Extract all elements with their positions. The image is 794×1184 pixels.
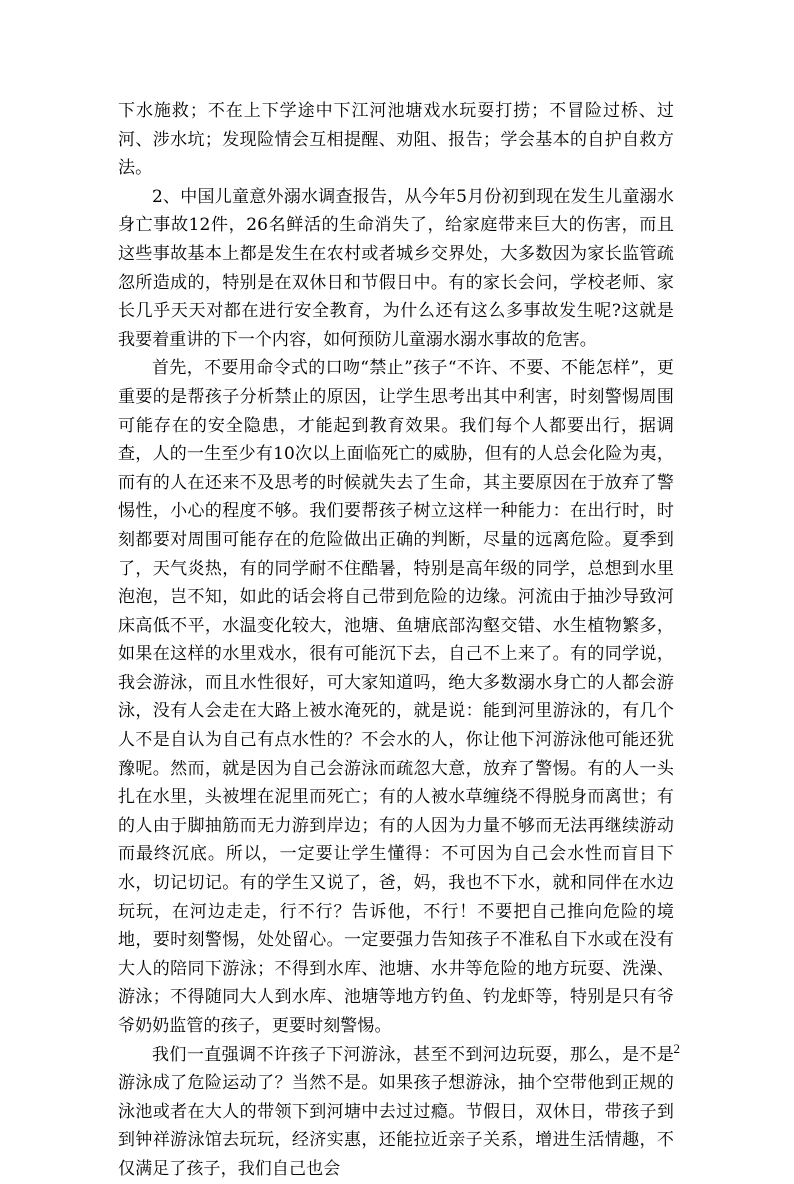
- document-body: [118, 97, 674, 1184]
- paragraph-safe-swimming: 我们一直强调不许孩子下河游泳，甚至不到河边玩耍，那么，是不是游泳成了危险运动了？当然不是。如果孩子想游泳，抽个空带他到正规的泳池或者在大人的带领下到河塘中去过过瘾。节假日，双休日，带孩子到到钟祥游泳馆去玩玩，经济实惠，还能拉近亲子关系，增进生活情趣，不仅满足了孩子，我们自己也会: [118, 1044, 674, 1179]
- paragraph-drowning-report: 2、中国儿童意外溺水调查报告，从今年5月份初到现在发生儿童溺水身亡事故12件，26名鲜活的生命消失了，给家庭带来巨大的伤害，而且这些事故基本上都是发生在农村或者城乡交界处，大多数因为家长监管疏忽所造成的，特别是在双休日和节假日中。有的家长会问，学校老师、家长几乎天天对都在进行安全教育，为什么还有这么多事故发生呢?这就是我要着重讲的下一个内容，如何预防儿童溺水溺水事故的危害。: [118, 186, 674, 350]
- page-number: 2: [673, 1041, 680, 1056]
- paragraph-continuation: 下水施救；不在上下学途中下江河池塘戏水玩耍打捞；不冒险过桥、过河、涉水坑；发现险情会互相提醒、劝阻、报告；学会基本的自护自救方法。: [118, 101, 674, 179]
- paragraph-prevention-advice: 首先，不要用命令式的口吻“禁止”孩子“不许、不要、不能怎样”，更重要的是帮孩子分析禁止的原因，让学生思考出其中利害，时刻警惕周围可能存在的安全隐患，才能起到教育效果。我们每个人都要出行，据调查，人的一生至少有10次以上面临死亡的威胁，但有的人总会化险为夷，而有的人在还来不及思考的时候就失去了生命，其主要原因在于放弃了警惕性，小心的程度不够。我们要帮孩子树立这样一种能力：在出行时，时刻都要对周围可能存在的危险做出正确的判断，尽量的远离危险。夏季到了，天气炎热，有的同学耐不住酷暑，特别是高年级的同学，总想到水里泡泡，岂不知，如此的话会将自己带到危险的边缘。河流由于抽沙导致河床高低不平，水温变化较大，池塘、鱼塘底部沟壑交错、水生植物繁多，如果在这样的水里戏水，很有可能沉下去，自己不上来了。有的同学说，我会游泳，而且水性很好，可大家知道吗，绝大多数溺水身亡的人都会游泳，没有人会走在大路上被水淹死的，就是说：能到河里游泳的，有几个人不是自认为自己有点水性的？不会水的人，你让他下河游泳他可能还犹豫呢。然而，就是因为自己会游泳而疏忽大意，放弃了警惕。有的人一头扎在水里，头被埋在泥里而死亡；有的人被水草缠绕不得脱身而离世；有的人由于脚抽筋而无力游到岸边；有的人因为力量不够而无法再继续游动而最终沉底。所以，一定要让学生懂得：不可因为自己会水性而盲目下水，切记切记。有的学生又说了，爸，妈，我也不下水，就和同伴在水边玩玩，在河边走走，行不行？告诉他，不行！不要把自己推向危险的境地，要时刻警惕，处处留心。一定要强力告知孩子不准私自下水或在没有大人的陪同下游泳；不得到水库、池塘、水井等危险的地方玩耍、洗澡、游泳；不得随同大人到水库、池塘等地方钓鱼、钓龙虾等，特别是只有爷爷奶奶监管的孩子，更要时刻警惕。: [118, 358, 674, 1036]
